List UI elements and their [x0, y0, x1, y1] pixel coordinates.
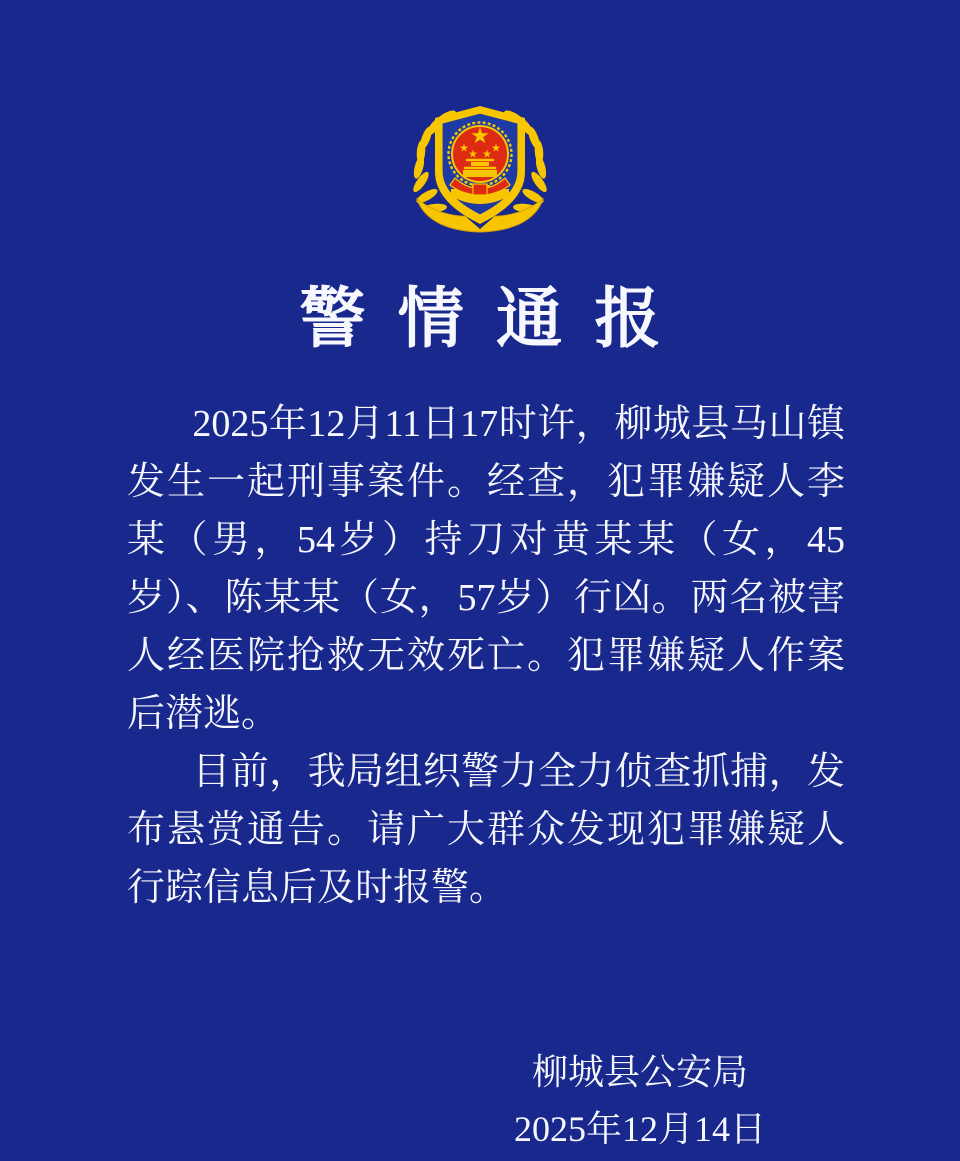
- police-badge-icon: [405, 88, 555, 233]
- notice-body: [127, 395, 845, 917]
- issue-date: 2025年12月14日: [513, 1109, 766, 1149]
- notice-title: 警 情 通 报: [299, 283, 669, 356]
- issuing-authority: 柳城县公安局: [531, 1052, 748, 1092]
- notice-paragraph-1: 2025年12月11日17时许，柳城县马山镇发生一起刑事案件。经查，犯罪嫌疑人李某（男，54岁）持刀对黄某某（女，45岁）、陈某某（女，57岁）行凶。两名被害人经医院抢救无效死亡。犯罪嫌疑人作案后潜逃。: [127, 403, 845, 735]
- signature-block: [480, 1044, 800, 1158]
- police-badge-svg: [405, 88, 555, 233]
- notice-paragraph-2: 目前，我局组织警力全力侦查抓捕，发布悬赏通告。请广大群众发现犯罪嫌疑人行踪信息后及时报警。: [127, 751, 845, 909]
